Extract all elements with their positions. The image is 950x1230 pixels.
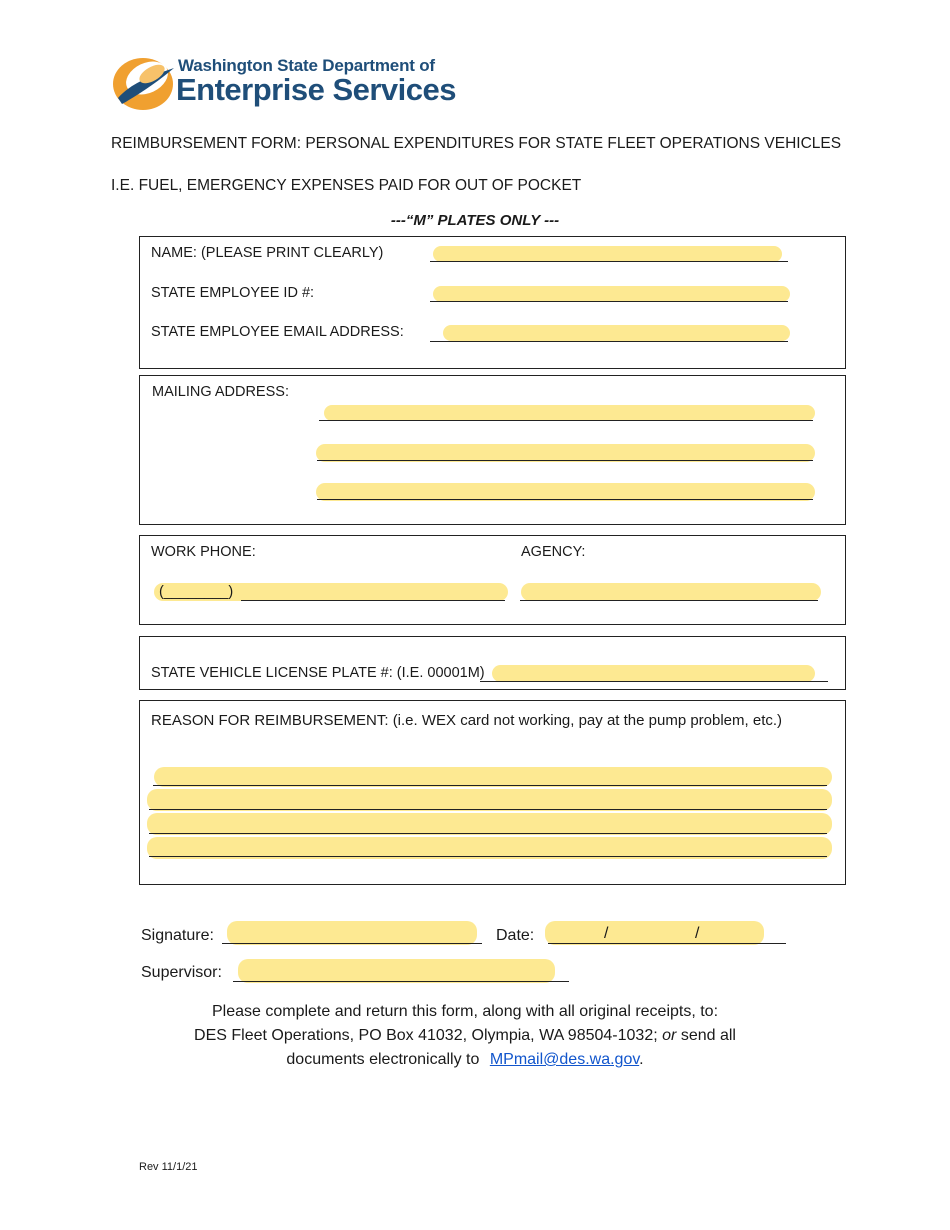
date-underline xyxy=(548,943,786,944)
date-separator-2: / xyxy=(695,925,700,942)
name-label: NAME: (PLEASE PRINT CLEARLY) xyxy=(151,245,384,261)
footer-or: or xyxy=(662,1027,677,1044)
reason-line2-field[interactable] xyxy=(147,789,832,811)
footer-line2 xyxy=(0,1024,930,1048)
agency-label: AGENCY: xyxy=(521,544,586,560)
email-underline xyxy=(430,341,788,342)
supervisor-underline xyxy=(233,981,569,982)
agency-underline xyxy=(520,600,818,601)
work-phone-label: WORK PHONE: xyxy=(151,544,256,560)
footer-electronic: documents electronically to xyxy=(286,1051,480,1068)
employee-id-underline xyxy=(430,301,788,302)
footer-line1: Please complete and return this form, along with all original receipts, to: xyxy=(211,1003,719,1020)
date-separator-1: / xyxy=(604,925,609,942)
phone-area-code: (________) xyxy=(159,584,234,600)
form-title: REIMBURSEMENT FORM: PERSONAL EXPENDITURES FOR STATE FLEET OPERATIONS VEHICLES xyxy=(111,135,842,152)
signature-field[interactable] xyxy=(227,921,477,945)
plates-note: ---“M” PLATES ONLY --- xyxy=(390,212,560,229)
mailing-address-label: MAILING ADDRESS: xyxy=(152,384,289,400)
email-field[interactable] xyxy=(443,325,790,341)
signature-underline xyxy=(222,943,482,944)
footer-period: . xyxy=(639,1051,644,1068)
email-link[interactable]: MPmail@des.wa.gov xyxy=(489,1051,640,1068)
footer-line3 xyxy=(0,1048,930,1072)
address-line3-underline xyxy=(317,499,813,500)
date-label: Date: xyxy=(496,927,535,944)
supervisor-field[interactable] xyxy=(238,959,555,983)
license-plate-field[interactable] xyxy=(492,665,815,682)
employee-id-label: STATE EMPLOYEE ID #: xyxy=(151,285,315,301)
revision-date: Rev 11/1/21 xyxy=(139,1161,198,1173)
license-plate-label: STATE VEHICLE LICENSE PLATE #: (I.E. 00001M) xyxy=(151,665,485,681)
address-line1-underline xyxy=(319,420,813,421)
work-phone-underline xyxy=(241,600,505,601)
name-field[interactable] xyxy=(433,246,782,262)
footer-send-all: send all xyxy=(680,1027,736,1044)
reason-line3-field[interactable] xyxy=(147,813,832,835)
reason-line1-field[interactable] xyxy=(154,767,832,787)
logo-line2: Enterprise Services xyxy=(176,72,457,107)
name-underline xyxy=(430,261,788,262)
reason-line2-underline xyxy=(149,809,827,810)
date-field[interactable] xyxy=(545,921,764,945)
employee-id-field[interactable] xyxy=(433,286,790,302)
reason-label: REASON FOR REIMBURSEMENT: (i.e. WEX card not working, pay at the pump problem, etc.) xyxy=(151,712,783,729)
address-line1-field[interactable] xyxy=(324,405,815,421)
address-line2-underline xyxy=(317,460,813,461)
agency-field[interactable] xyxy=(521,583,821,601)
logo-line1: Washington State Department of xyxy=(178,56,435,75)
logo-swoosh-icon xyxy=(110,54,180,114)
license-plate-underline xyxy=(480,681,828,682)
form-subtitle: I.E. FUEL, EMERGENCY EXPENSES PAID FOR OUT OF POCKET xyxy=(111,177,582,194)
supervisor-label: Supervisor: xyxy=(141,964,222,981)
signature-label: Signature: xyxy=(141,927,214,944)
footer-address: DES Fleet Operations, PO Box 41032, Olympia, WA 98504-1032; xyxy=(194,1027,658,1044)
reason-line3-underline xyxy=(149,833,827,834)
reason-line4-underline xyxy=(149,856,827,857)
reason-line1-underline xyxy=(153,785,827,786)
email-label: STATE EMPLOYEE EMAIL ADDRESS: xyxy=(151,324,404,340)
